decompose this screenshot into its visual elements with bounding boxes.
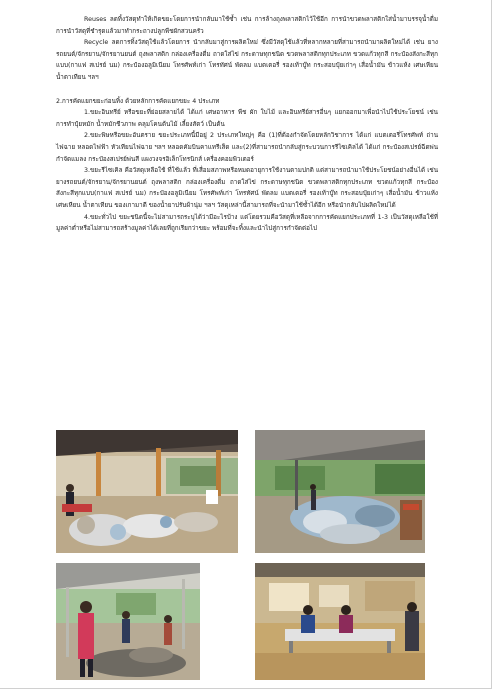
photo-meeting-hall	[255, 563, 425, 680]
photo-waste-bags-under-roof	[255, 430, 425, 553]
paragraph-recyclable-waste: 3.ขยะรีไซเคิล คือวัสดุเหลือใช้ ที่ใช้แล้ว ที่เสื่อมสภาพหรือหมดอายุการใช้งานตามปกติ แต่สามารถนำมาใช้ประโยชน์อย่างอื่นได้ เช่น ยางรถยนต์/จักรยาน/จักรยานยนต์ ถุงพลาสติก กล่องเครื่องดื่ม ถาดใส่ไข่ กระดาษทุกชนิด ขวดพลาสติกทุกประเภท ขวดแก้วทุกสี กระป๋องสังกะสีทุกแบบ(กาแฟ สเปรย์ นม) กระป๋องอลูมิเนียม โทรศัพท์เก่า โทรทัศน์ พัดลม แบตเตอรี่ รองเท้าบู๊ท กระสอบปุ๋ยเก่าๆ เสื่อน้ำมัน ข้าวแห้ง เศษเหียน น้ำตาเทียน ของเกามาดี ของน้ำยาปรับผ้านุ่ม ฯลฯ วัสดุเหล่านี้สามารถที่จะนำมาใช้ซ้ำได้อีก หรือนำกลับไปผลิตใหม่ได้	[56, 167, 438, 209]
photo-grid	[56, 430, 425, 680]
paragraph-general-waste: 4.ขยะทั่วไป ขยะชนิดนี้จะไม่สามารถระบุได้ว่ามีอะไรบ้าง แต่โดยรวมคือวัสดุที่เหลือจากการคัดแยกประเภทที่ 1-3 เป็นวัสดุเหลือใช้ที่มูลค่าต่ำหรือไม่สามารถสร้างมูลค่าได้เลยที่ถูกเรียกว่าขยะ พร้อมที่จะทิ้งและนำไปสู่การกำจัดต่อไป	[56, 213, 438, 233]
paragraph-organic-waste: 1.ขยะอินทรีย์ หรือขยะที่ย่อยสลายได้ ได้แก่ เศษอาหาร พืช ผัก ใบไม้ และอินทรีย์สารอื่นๆ แยกออกมาเพื่อนำไปใช้ประโยชน์ เช่น การทำปุ๋ยหมัก น้ำหมักชีวภาพ คลุมโคนต้นไม้ เลี้ยงสัตว์ เป็นต้น	[56, 109, 438, 128]
section-heading-waste-sorting: 2.การคัดแยกขยะก่อนทิ้ง ด้วยหลักการคัดแยกขยะ 4 ประเภท	[56, 97, 220, 105]
photo-waste-sorting-shelter-left	[56, 430, 238, 553]
paragraph-hazardous-waste: 2.ขยะพิษหรือขยะอันตราย ขยะประเภทนี้มีอยู่ 2 ประเภทใหญ่ๆ คือ (1)ที่ต้องกำจัดโดยหลักวิชาการ ได้แก่ แบตเตอรี่โทรศัพท์ ถ่านไฟฉาย หลอดไฟฟ้า หัวเทียนไฟฉาย ฯลฯ หลอดคัมบินคาแทรีเส็ด และ(2)ที่สามารถนำกลับสู่กระบวนการรีไซเคิลได้ ได้แก่ กระป๋องสเปรย์ฉีดพ่นกำจัดแมลง กระป๋องสเปรย์พ่นสี แผงวงจรอิเล็กโทรนิกส์ เครื่องคอมพิวเตอร์	[56, 132, 438, 163]
photo-people-sorting-waste	[56, 563, 200, 680]
paragraph-recycle: Recycle ลดการทิ้งวัสดุใช้แล้วโดยการ นำกลับมาสู่การผลิตใหม่ ซึ่งมีวัสดุใช้แล้วที่หลากหลายที่สามารถนำมาผลิตใหม่ได้ เช่น ยางรถยนต์/จักรยาน/จักรยานยนต์ ถุงพลาสติก กล่องเครื่องดื่ม ถาดใส่ไข่ กระดาษทุกชนิด ขวดพลาสติกทุกประเภท ขวดแก้วทุกสี กระป๋องสังกะสีทุกแบบ(กาแฟ สเปรย์ นม) กระป๋องอลูมิเนียม โทรศัพท์เก่า โทรทัศน์ พัดลม แบตเตอรี่ รองเท้าบู๊ท กระสอบปุ๋ยเก่าๆ เสื่อน้ำมัน ข้าวแห้ง เศษเหียน น้ำตาเทียน ฯลฯ	[56, 39, 439, 81]
paragraph-reuses: Reuses ลดทิ้งวัสดุทำให้เกิดขยะโดยการนำกลับมาใช้ซ้ำ เช่น การล้างถุงพลาสติกไว้ใช้อีก การนำขวดพลาสติกใส่น้ำมาบรรจุน้ำดื่ม การนำวัสดุที่ชำรุดแล้วมาทำกระถางปลูกพืชผักสวนครัว	[56, 16, 438, 35]
document-body	[56, 14, 438, 235]
